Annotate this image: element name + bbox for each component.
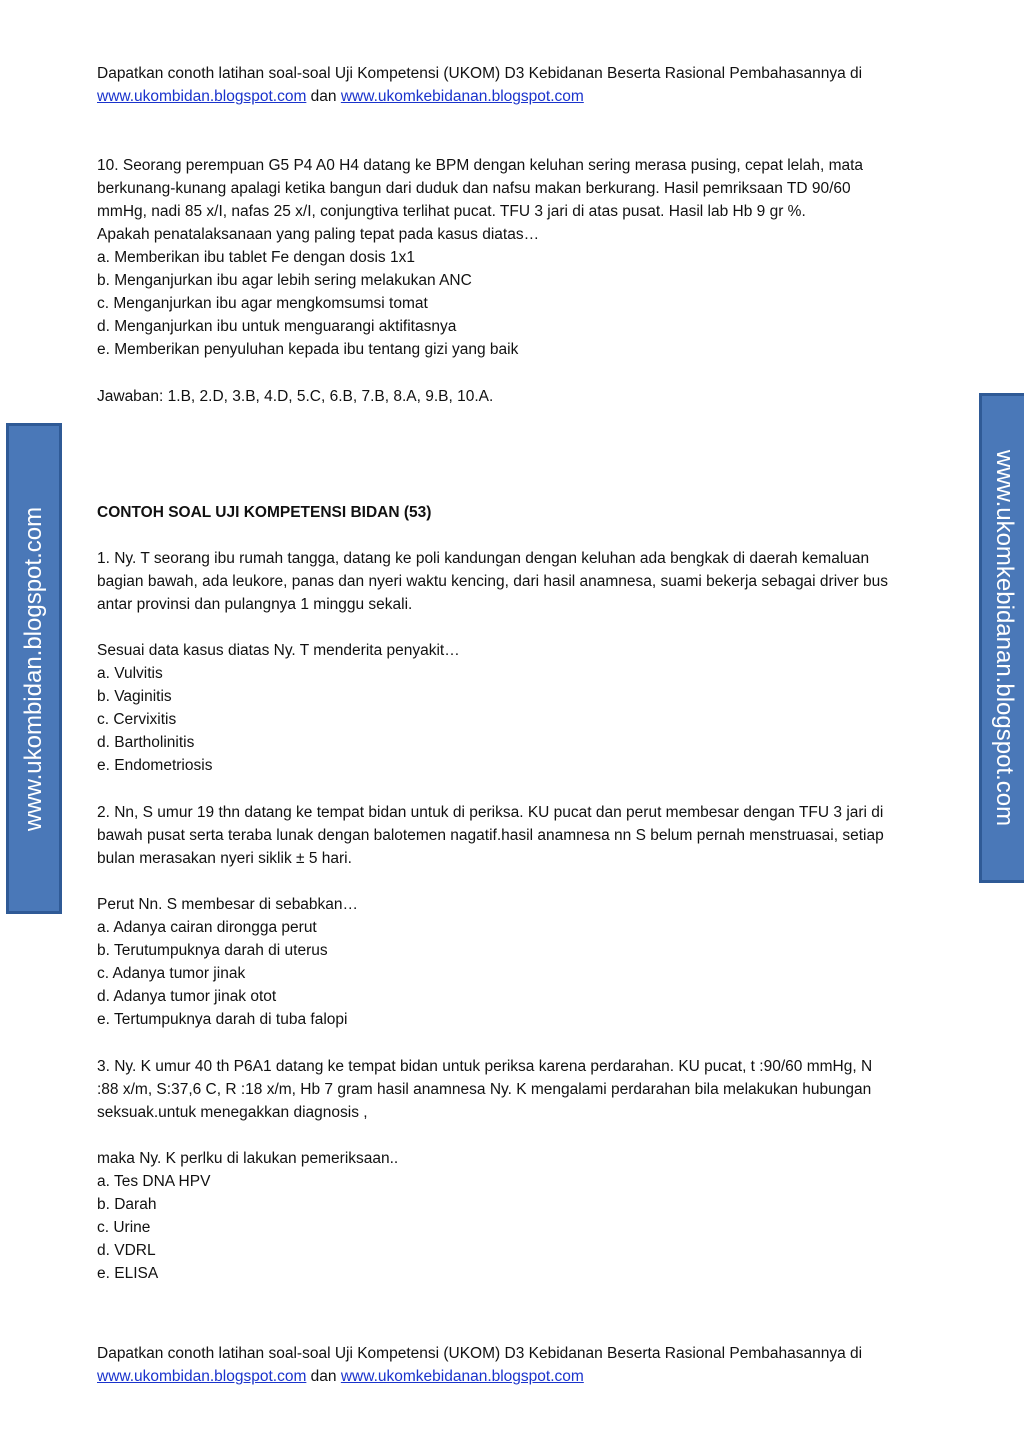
header-link-ukomkebidanan[interactable]: www.ukomkebidanan.blogspot.com xyxy=(340,88,584,105)
question-line: :88 x/m, S:37,6 C, R :18 x/m, Hb 7 gram hasil anamnesa Ny. K mengalami perdarahan bila melakukan hubungan xyxy=(97,1081,872,1098)
question-line: bawah pusat serta teraba lunak dengan balotemen nagatif.hasil anamnesa nn S belum pernah menstruasai, setiap xyxy=(97,827,884,844)
footer-link-ukombidan[interactable]: www.ukombidan.blogspot.com xyxy=(97,1368,307,1385)
question-2 xyxy=(97,801,977,1031)
option-c: c. Urine xyxy=(97,1219,151,1236)
option-b: b. Menganjurkan ibu agar lebih sering melakukan ANC xyxy=(97,272,472,289)
question-prompt: maka Ny. K perlku di lakukan pemeriksaan.. xyxy=(97,1150,399,1167)
question-line: Apakah penatalaksanaan yang paling tepat pada kasus diatas… xyxy=(97,226,540,243)
option-d: d. Menganjurkan ibu untuk menguarangi aktifitasnya xyxy=(97,318,457,335)
option-a: a. Adanya cairan dirongga perut xyxy=(97,919,317,936)
header-link-ukombidan[interactable]: www.ukombidan.blogspot.com xyxy=(97,88,307,105)
option-a: a. Vulvitis xyxy=(97,665,163,682)
question-1 xyxy=(97,547,977,777)
question-prompt: Perut Nn. S membesar di sebabkan… xyxy=(97,896,359,913)
question-line: 1. Ny. T seorang ibu rumah tangga, datang ke poli kandungan dengan keluhan ada bengkak di daerah kemaluan xyxy=(97,550,870,567)
header-text: Dapatkan conoth latihan soal-soal Uji Kompetensi (UKOM) D3 Kebidanan Beserta Rasional Pembahasannya di xyxy=(97,65,863,82)
question-line: seksuak.untuk menegakkan diagnosis , xyxy=(97,1104,368,1121)
option-e: e. ELISA xyxy=(97,1265,159,1282)
answer-key xyxy=(97,385,977,408)
header-separator: dan xyxy=(306,88,341,105)
question-prompt: Sesuai data kasus diatas Ny. T menderita penyakit… xyxy=(97,642,460,659)
page-header xyxy=(97,62,977,108)
question-line: antar provinsi dan pulangnya 1 minggu sekali. xyxy=(97,596,413,613)
option-e: e. Memberikan penyuluhan kepada ibu tentang gizi yang baik xyxy=(97,341,519,358)
question-3 xyxy=(97,1055,977,1285)
footer-text: Dapatkan conoth latihan soal-soal Uji Kompetensi (UKOM) D3 Kebidanan Beserta Rasional Pembahasannya di xyxy=(97,1345,863,1362)
option-b: b. Terutumpuknya darah di uterus xyxy=(97,942,328,959)
option-a: a. Tes DNA HPV xyxy=(97,1173,211,1190)
side-banner-right xyxy=(979,393,1024,883)
question-line: mmHg, nadi 85 x/I, nafas 25 x/I, conjungtiva terlihat pucat. TFU 3 jari di atas pusat. Hasil lab Hb 9 gr %. xyxy=(97,203,806,220)
footer-separator: dan xyxy=(306,1368,341,1385)
option-e: e. Endometriosis xyxy=(97,757,213,774)
option-e: e. Tertumpuknya darah di tuba falopi xyxy=(97,1011,348,1028)
question-line: 2. Nn, S umur 19 thn datang ke tempat bidan untuk di periksa. KU pucat dan perut membesar dengan TFU 3 jari di xyxy=(97,804,884,821)
option-d: d. Adanya tumor jinak otot xyxy=(97,988,277,1005)
section-title xyxy=(97,501,977,524)
page-footer xyxy=(97,1342,977,1388)
option-d: d. VDRL xyxy=(97,1242,156,1259)
side-banner-left-text: www.ukombidan.blogspot.com xyxy=(20,506,47,831)
question-10 xyxy=(97,154,977,361)
answer-key-text: Jawaban: 1.B, 2.D, 3.B, 4.D, 5.C, 6.B, 7.B, 8.A, 9.B, 10.A. xyxy=(97,388,494,405)
side-banner-right-text: www.ukomkebidanan.blogspot.com xyxy=(991,449,1018,827)
footer-link-ukomkebidanan[interactable]: www.ukomkebidanan.blogspot.com xyxy=(340,1368,584,1385)
option-d: d. Bartholinitis xyxy=(97,734,195,751)
option-b: b. Darah xyxy=(97,1196,157,1213)
question-line: bulan merasakan nyeri siklik ± 5 hari. xyxy=(97,850,352,867)
option-c: c. Cervixitis xyxy=(97,711,177,728)
question-line: berkunang-kunang apalagi ketika bangun dari duduk dan nafsu makan berkurang. Hasil pemriksaan TD 90/60 xyxy=(97,180,851,197)
section-title-text: CONTOH SOAL UJI KOMPETENSI BIDAN (53) xyxy=(97,504,432,521)
option-a: a. Memberikan ibu tablet Fe dengan dosis 1x1 xyxy=(97,249,415,266)
question-line: 10. Seorang perempuan G5 P4 A0 H4 datang ke BPM dengan keluhan sering merasa pusing, cepat lelah, mata xyxy=(97,157,864,174)
question-line: 3. Ny. K umur 40 th P6A1 datang ke tempat bidan untuk periksa karena perdarahan. KU pucat, t :90/60 mmHg, N xyxy=(97,1058,873,1075)
option-c: c. Adanya tumor jinak xyxy=(97,965,246,982)
side-banner-left xyxy=(6,423,62,914)
question-line: bagian bawah, ada leukore, panas dan nyeri waktu kencing, dari hasil anamnesa, suami bekerja sebagai driver bus xyxy=(97,573,888,590)
option-c: c. Menganjurkan ibu agar mengkomsumsi tomat xyxy=(97,295,428,312)
option-b: b. Vaginitis xyxy=(97,688,172,705)
